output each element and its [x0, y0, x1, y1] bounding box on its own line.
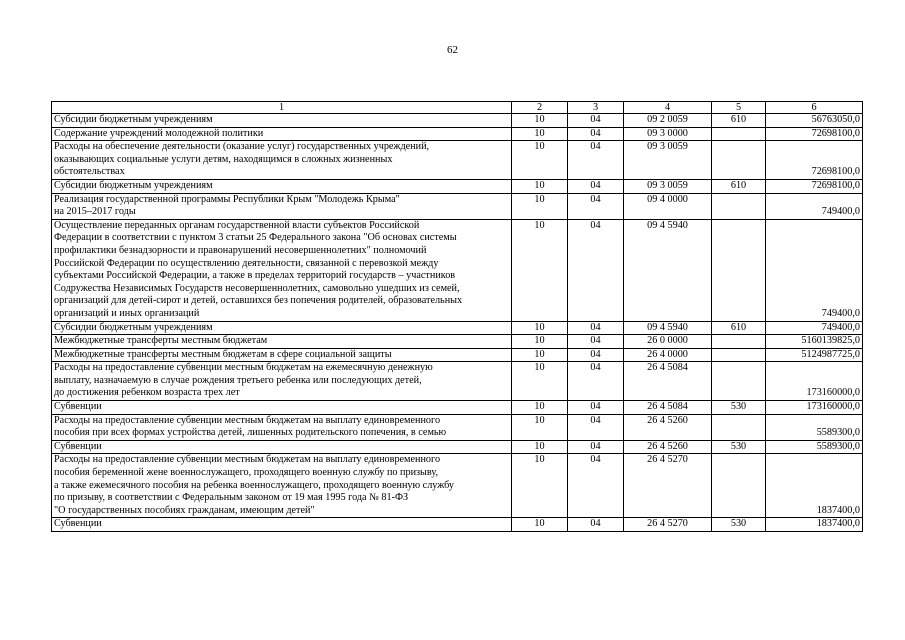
amount-cell: 1837400,0: [766, 518, 863, 532]
table-row: [52, 179, 863, 193]
target-article-cell: 26 4 5084: [624, 401, 712, 415]
table-row: [52, 362, 863, 401]
subsection-cell: 04: [568, 401, 624, 415]
target-article-cell: 26 4 0000: [624, 348, 712, 362]
section-cell: 10: [512, 414, 568, 440]
amount-cell: 72698100,0: [766, 179, 863, 193]
table-row: [52, 321, 863, 335]
subsection-cell: 04: [568, 414, 624, 440]
row-name-cell: Субвенции: [52, 518, 512, 532]
subsection-cell: 04: [568, 335, 624, 349]
table-row: [52, 518, 863, 532]
row-name-cell: Субвенции: [52, 440, 512, 454]
subsection-cell: 04: [568, 362, 624, 401]
target-article-cell: 26 4 5270: [624, 518, 712, 532]
section-cell: 10: [512, 114, 568, 128]
budget-table: [51, 101, 863, 532]
table-row: [52, 193, 863, 219]
subsection-cell: 04: [568, 219, 624, 321]
amount-cell: 72698100,0: [766, 127, 863, 141]
table-row: [52, 454, 863, 518]
table-row: [52, 141, 863, 180]
section-cell: 10: [512, 335, 568, 349]
amount-cell: 749400,0: [766, 219, 863, 321]
section-cell: 10: [512, 321, 568, 335]
table-row: [52, 335, 863, 349]
subsection-cell: 04: [568, 193, 624, 219]
amount-cell: 5589300,0: [766, 414, 863, 440]
row-name-cell: Расходы на предоставление субвенции местным бюджетам на выплату единовременного пособия при всех формах устройства детей, лишенных родительского попечения, в семью: [52, 414, 512, 440]
expense-type-cell: [712, 414, 766, 440]
target-article-cell: 09 3 0000: [624, 127, 712, 141]
expense-type-cell: [712, 335, 766, 349]
table-row: [52, 414, 863, 440]
target-article-cell: 26 4 5084: [624, 362, 712, 401]
table-header-row: [52, 102, 863, 114]
header-cell: 5: [712, 102, 766, 114]
row-name-cell: Содержание учреждений молодежной политики: [52, 127, 512, 141]
section-cell: 10: [512, 440, 568, 454]
expense-type-cell: [712, 141, 766, 180]
amount-cell: 5160139825,0: [766, 335, 863, 349]
target-article-cell: 26 0 0000: [624, 335, 712, 349]
expense-type-cell: [712, 193, 766, 219]
header-cell: 4: [624, 102, 712, 114]
row-name-cell: Субсидии бюджетным учреждениям: [52, 114, 512, 128]
target-article-cell: 26 4 5260: [624, 440, 712, 454]
target-article-cell: 09 4 5940: [624, 219, 712, 321]
section-cell: 10: [512, 193, 568, 219]
table-row: [52, 401, 863, 415]
section-cell: 10: [512, 141, 568, 180]
amount-cell: 1837400,0: [766, 454, 863, 518]
amount-cell: 173160000,0: [766, 362, 863, 401]
amount-cell: 749400,0: [766, 193, 863, 219]
table-row: [52, 440, 863, 454]
expense-type-cell: 610: [712, 114, 766, 128]
amount-cell: 5589300,0: [766, 440, 863, 454]
section-cell: 10: [512, 219, 568, 321]
target-article-cell: 09 4 0000: [624, 193, 712, 219]
header-cell: 3: [568, 102, 624, 114]
header-cell: 1: [52, 102, 512, 114]
table-row: [52, 219, 863, 321]
target-article-cell: 26 4 5270: [624, 454, 712, 518]
header-cell: 2: [512, 102, 568, 114]
table-row: [52, 127, 863, 141]
expense-type-cell: 530: [712, 440, 766, 454]
subsection-cell: 04: [568, 141, 624, 180]
target-article-cell: 09 3 0059: [624, 141, 712, 180]
target-article-cell: 09 3 0059: [624, 179, 712, 193]
row-name-cell: Осуществление переданных органам государственной власти субъектов Российской Федерации в соответствии с пунктом 3 статьи 25 Федерального закона "Об основах системы профилактики безнадзорности и правонарушений несовершеннолетних" полномочий Российской Федерации по осуществлению деятельности, связанной с перевозкой между субъектами Российской Федерации, а также в пределах территорий государств – участников Содружества Независимых Государств несовершеннолетних, самовольно ушедших из семей, организаций для детей-сирот и детей, оставшихся без попечения родителей, образовательных организаций и иных организаций: [52, 219, 512, 321]
expense-type-cell: [712, 348, 766, 362]
expense-type-cell: 530: [712, 401, 766, 415]
section-cell: 10: [512, 179, 568, 193]
target-article-cell: 26 4 5260: [624, 414, 712, 440]
amount-cell: 72698100,0: [766, 141, 863, 180]
expense-type-cell: [712, 127, 766, 141]
amount-cell: 56763050,0: [766, 114, 863, 128]
subsection-cell: 04: [568, 321, 624, 335]
amount-cell: 749400,0: [766, 321, 863, 335]
target-article-cell: 09 2 0059: [624, 114, 712, 128]
section-cell: 10: [512, 348, 568, 362]
subsection-cell: 04: [568, 127, 624, 141]
row-name-cell: Расходы на предоставление субвенции местным бюджетам на ежемесячную денежную выплату, назначаемую в случае рождения третьего ребенка или последующих детей, до достижения ребенком возраста трех лет: [52, 362, 512, 401]
subsection-cell: 04: [568, 518, 624, 532]
target-article-cell: 09 4 5940: [624, 321, 712, 335]
row-name-cell: Субсидии бюджетным учреждениям: [52, 179, 512, 193]
expense-type-cell: 530: [712, 518, 766, 532]
header-cell: 6: [766, 102, 863, 114]
row-name-cell: Межбюджетные трансферты местным бюджетам: [52, 335, 512, 349]
row-name-cell: Реализация государственной программы Республики Крым "Молодежь Крыма" на 2015–2017 годы: [52, 193, 512, 219]
subsection-cell: 04: [568, 440, 624, 454]
subsection-cell: 04: [568, 179, 624, 193]
expense-type-cell: 610: [712, 179, 766, 193]
row-name-cell: Расходы на предоставление субвенции местным бюджетам на выплату единовременного пособия беременной жене военнослужащего, проходящего военную службу по призыву, а также ежемесячного пособия на ребенка военнослужащего, проходящего военную службу по призыву, в соответствии с Федеральным законом от 19 мая 1995 года № 81-ФЗ "О государственных пособиях гражданам, имеющим детей": [52, 454, 512, 518]
subsection-cell: 04: [568, 348, 624, 362]
subsection-cell: 04: [568, 114, 624, 128]
amount-cell: 173160000,0: [766, 401, 863, 415]
table-row: [52, 114, 863, 128]
section-cell: 10: [512, 454, 568, 518]
expense-type-cell: [712, 219, 766, 321]
expense-type-cell: 610: [712, 321, 766, 335]
section-cell: 10: [512, 401, 568, 415]
row-name-cell: Межбюджетные трансферты местным бюджетам в сфере социальной защиты: [52, 348, 512, 362]
amount-cell: 5124987725,0: [766, 348, 863, 362]
section-cell: 10: [512, 362, 568, 401]
row-name-cell: Субвенции: [52, 401, 512, 415]
page-number: 62: [447, 44, 458, 56]
row-name-cell: Расходы на обеспечение деятельности (оказание услуг) государственных учреждений, оказывающих социальные услуги детям, находящимся в сложных жизненных обстоятельствах: [52, 141, 512, 180]
table-row: [52, 348, 863, 362]
expense-type-cell: [712, 454, 766, 518]
expense-type-cell: [712, 362, 766, 401]
table-body: [52, 114, 863, 532]
row-name-cell: Субсидии бюджетным учреждениям: [52, 321, 512, 335]
section-cell: 10: [512, 127, 568, 141]
subsection-cell: 04: [568, 454, 624, 518]
section-cell: 10: [512, 518, 568, 532]
